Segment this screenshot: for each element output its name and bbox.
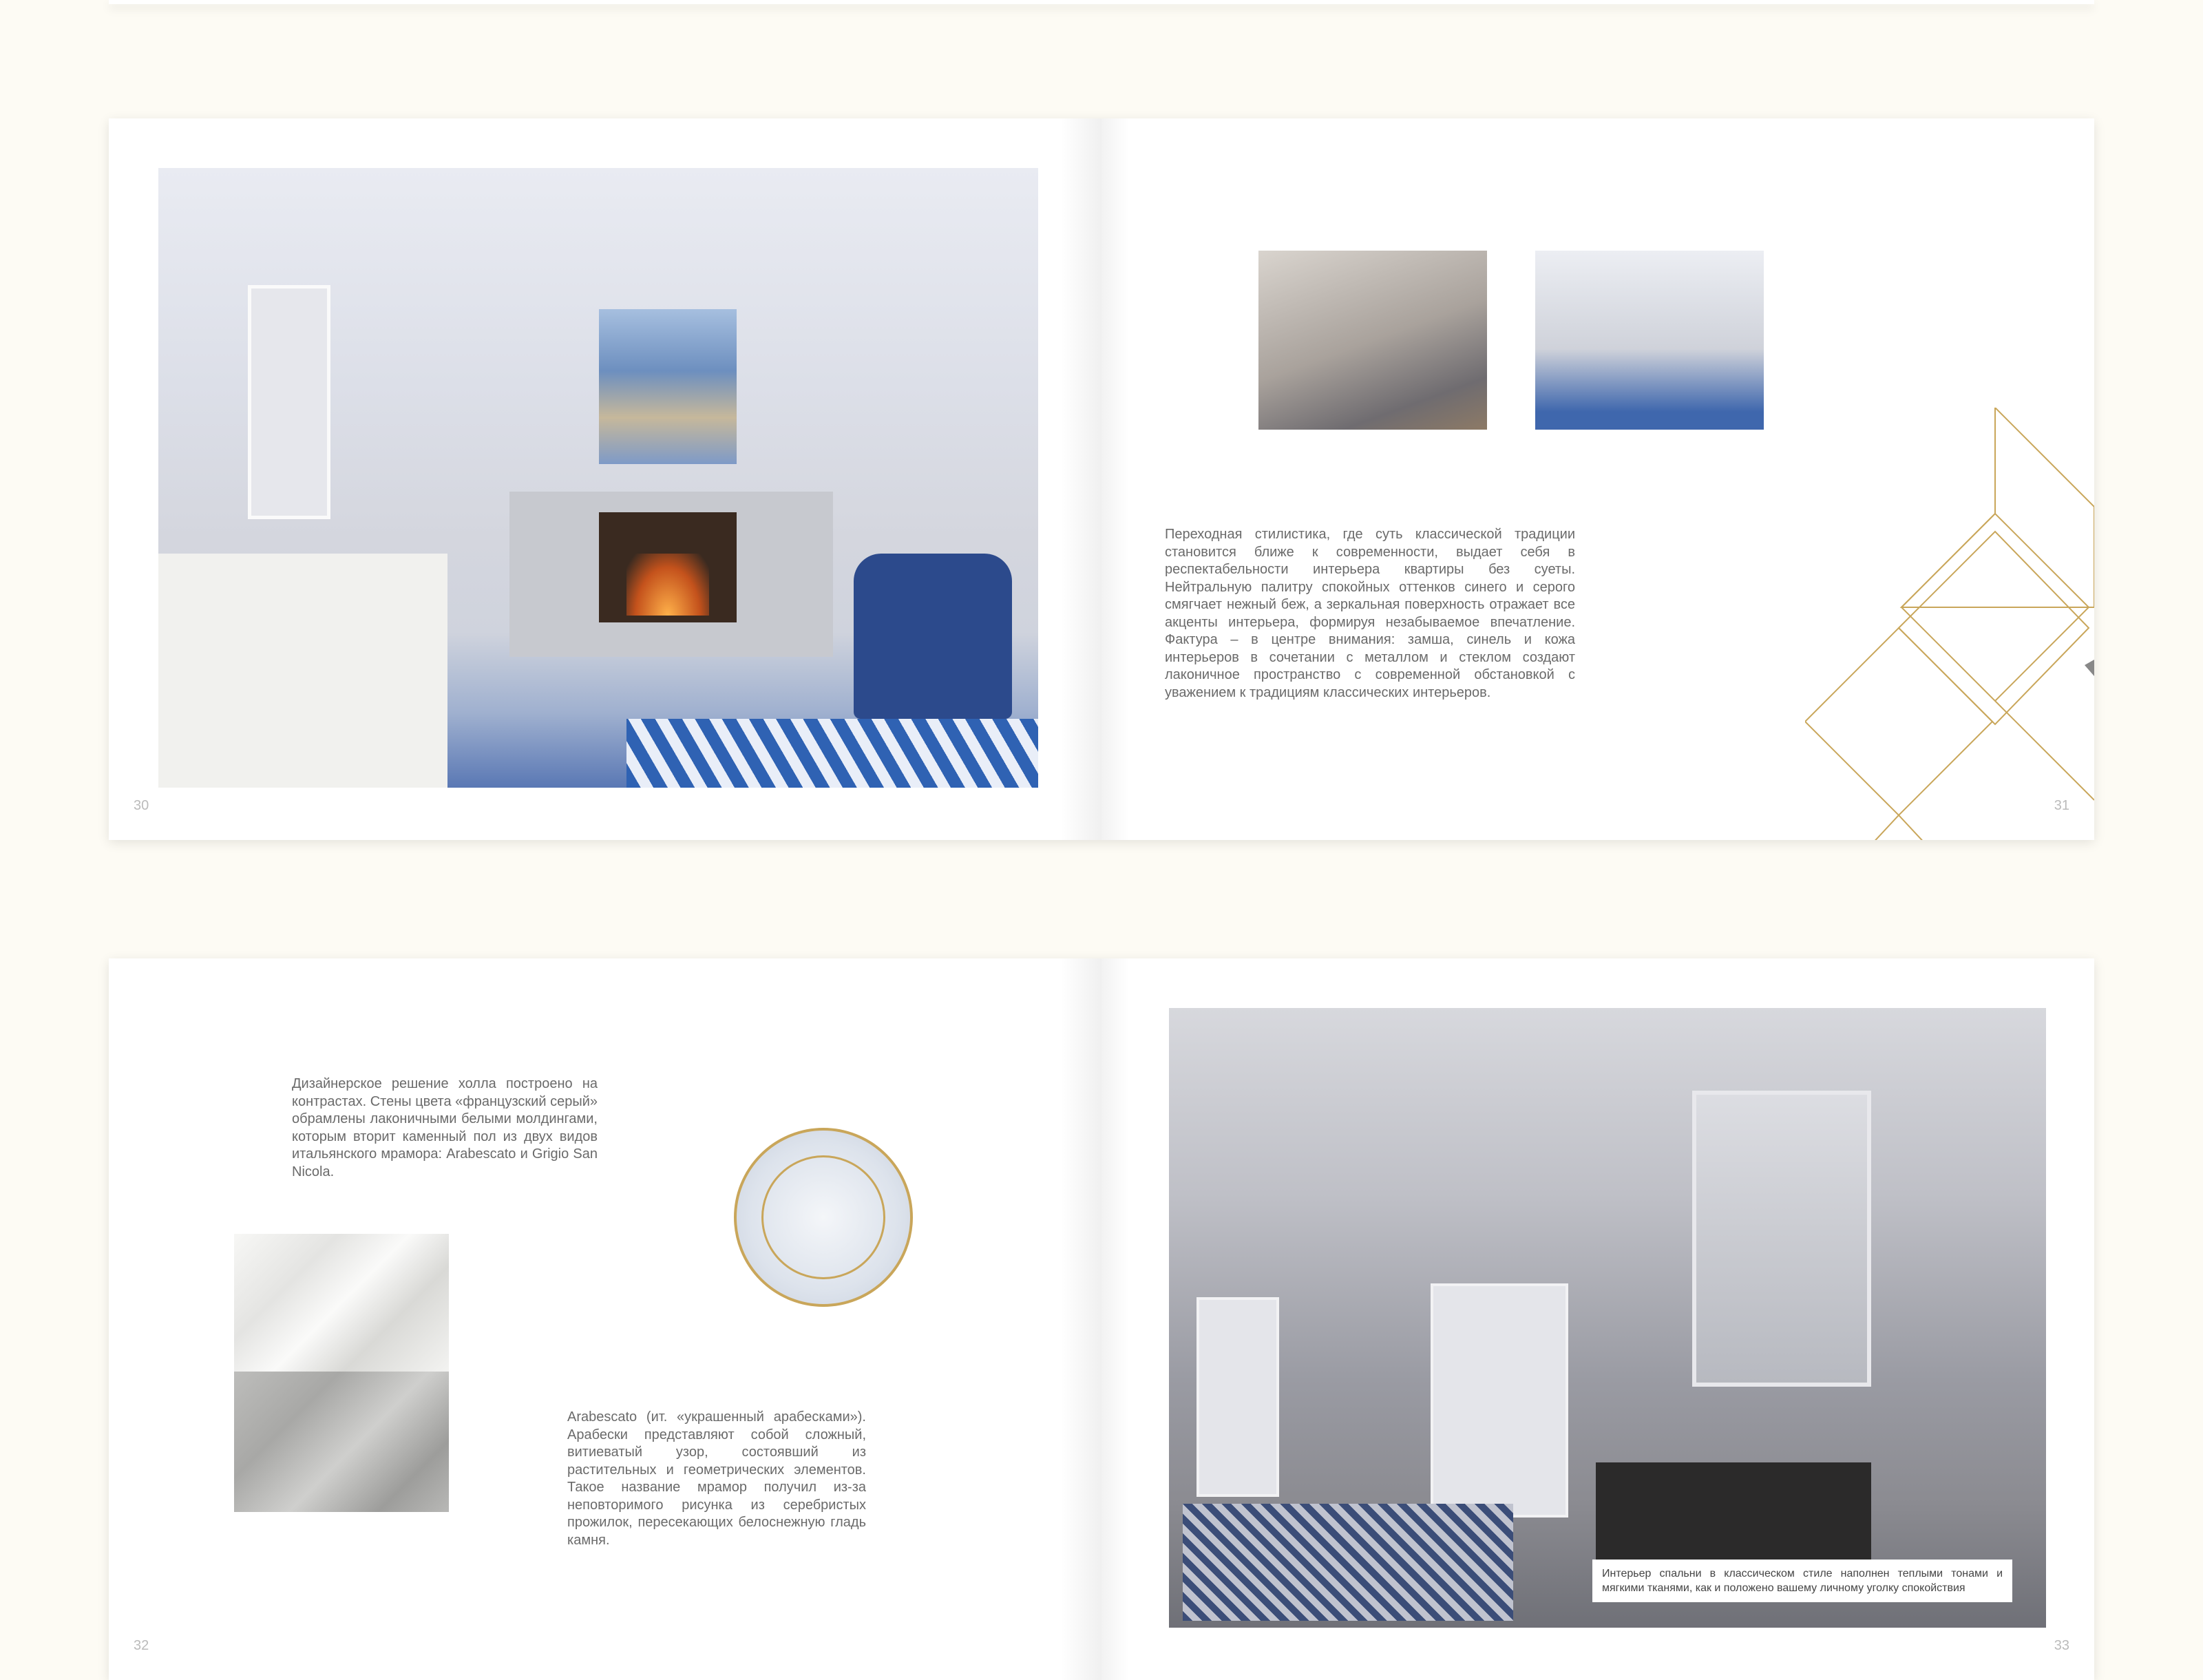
spread-32-33: [109, 958, 2094, 1680]
page-31: [1102, 118, 2094, 840]
geometric-decoration: [1805, 408, 2094, 840]
arabesque-plate-image: [734, 1128, 913, 1307]
page-number: 31: [2054, 798, 2069, 813]
living-room-thumbnail: [1535, 251, 1764, 430]
bedroom-thumbnail: [1258, 251, 1487, 430]
hall-description: Дизайнерское решение холла построено на контрастах. Стены цвета «французский серый» обрамлены лаконичными белыми молдингами, которым вторит каменный пол из двух видов итальянского мрамора: Arabescato и Grigio San Nicola.: [292, 1076, 598, 1179]
page-30: [109, 118, 1102, 840]
page-33: [1102, 958, 2094, 1680]
page-32: [109, 958, 1102, 1680]
spread-30-31: [109, 118, 2094, 840]
hallway-caption: Интерьер спальни в классическом стиле наполнен теплыми тонами и мягкими тканями, как и положено вашему личному уголку спокойствия: [1592, 1560, 2012, 1602]
grigio-marble-sample: [234, 1372, 449, 1512]
page-number: 30: [134, 798, 149, 813]
arabescato-description: Arabescato (ит. «украшенный арабесками»). Арабески представляют собой сложный, витиеватый узор, состоявший из растительных и геометрических элементов. Такое название мрамор получил из-за неповторимого рисунка из серебристых прожилок, пересекающих белоснежную гладь камня.: [567, 1409, 866, 1548]
previous-spread-edge: [109, 0, 2094, 4]
arabescato-marble-sample: [234, 1234, 449, 1372]
page-number: 33: [2054, 1638, 2069, 1653]
page-number: 32: [134, 1638, 149, 1653]
living-room-photo: [158, 168, 1038, 788]
hallway-photo: [1169, 1008, 2046, 1628]
spread1-description: Переходная стилистика, где суть классической традиции становится ближе к современности, выдает себя в респектабельности интерьера квартиры без суеты. Нейтральную палитру спокойных оттенков синего и серого смягчает нежный беж, а зеркальная поверхность отражает все акценты интерьера, формируя незабываемое впечатление. Фактура – в центре внимания: замша, синель и кожа интерьеров в сочетании с металлом и стеклом создают лаконичное пространство с современной обстановкой с уважением к традициям классических интерьеров.: [1165, 527, 1575, 700]
